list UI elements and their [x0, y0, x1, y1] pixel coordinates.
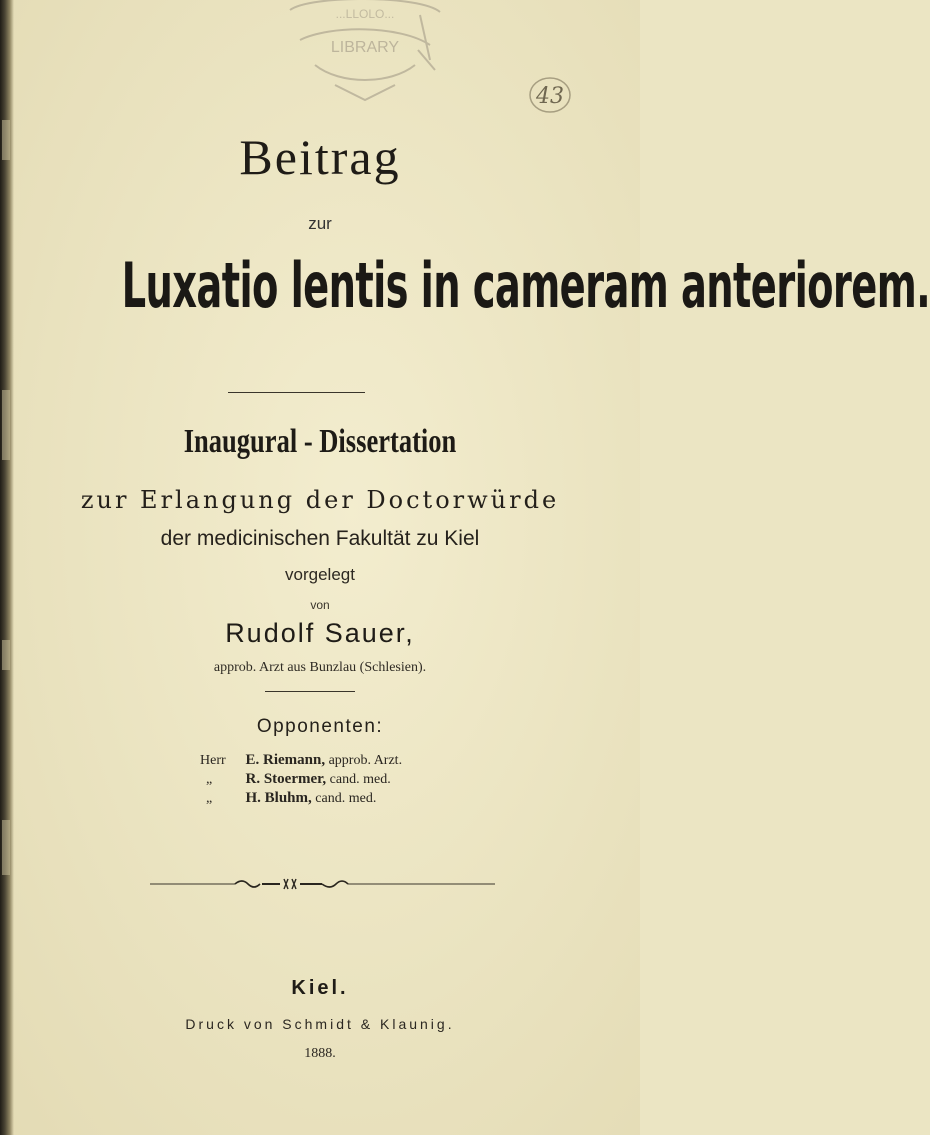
opponent-entry: [200, 771, 391, 788]
author-title: approb. Arzt aus Bunzlau (Schlesien).: [213, 660, 427, 675]
purpose-line: zur Erlangung der Doctorwürde: [80, 486, 560, 514]
faculty-line: der medicinischen Fakultät zu Kiel: [160, 527, 480, 550]
title-zur: zur: [308, 214, 332, 233]
divider-rule: [228, 392, 365, 393]
spine-mark: [2, 390, 10, 460]
genre-heading: Inaugural - Dissertation: [183, 423, 457, 460]
publication-year: 1888.: [304, 1046, 336, 1061]
handwritten-shelf-mark: [525, 70, 575, 120]
place-of-printing: Kiel.: [291, 977, 349, 999]
author-name: Rudolf Sauer,: [225, 618, 415, 648]
opponent-prefix: „: [206, 772, 213, 787]
printer-line: Druck von Schmidt & Klaunig.: [185, 1016, 455, 1032]
opponent-name: R. Stoermer,: [245, 771, 327, 787]
title-beitrag: Beitrag: [239, 129, 401, 185]
library-stamp: [270, 0, 460, 105]
stamp-library-text: LIBRARY: [330, 39, 400, 56]
opponent-prefix: Herr: [200, 753, 226, 768]
opponent-detail: cand. med.: [329, 772, 391, 787]
main-title: Luxatio lentis in cameram anteriorem.: [121, 249, 930, 322]
divider-rule-short: [265, 691, 355, 692]
opponent-prefix: „: [206, 791, 213, 806]
opponent-entry: [200, 790, 376, 807]
opponent-detail: approb. Arzt.: [328, 753, 403, 768]
opponent-name: E. Riemann,: [245, 752, 326, 768]
by-line: von: [310, 598, 330, 612]
ornamental-divider: [150, 876, 495, 892]
spine-mark: [2, 820, 10, 875]
shelf-mark-number: 43: [536, 84, 564, 109]
opponent-detail: cand. med.: [315, 791, 377, 806]
opponent-name: H. Bluhm,: [245, 790, 312, 806]
stamp-top-text: ...LLOLO...: [335, 7, 395, 21]
presented-line: vorgelegt: [285, 565, 355, 584]
opponent-entry: [200, 752, 402, 769]
opponents-heading: Opponenten:: [256, 716, 384, 737]
